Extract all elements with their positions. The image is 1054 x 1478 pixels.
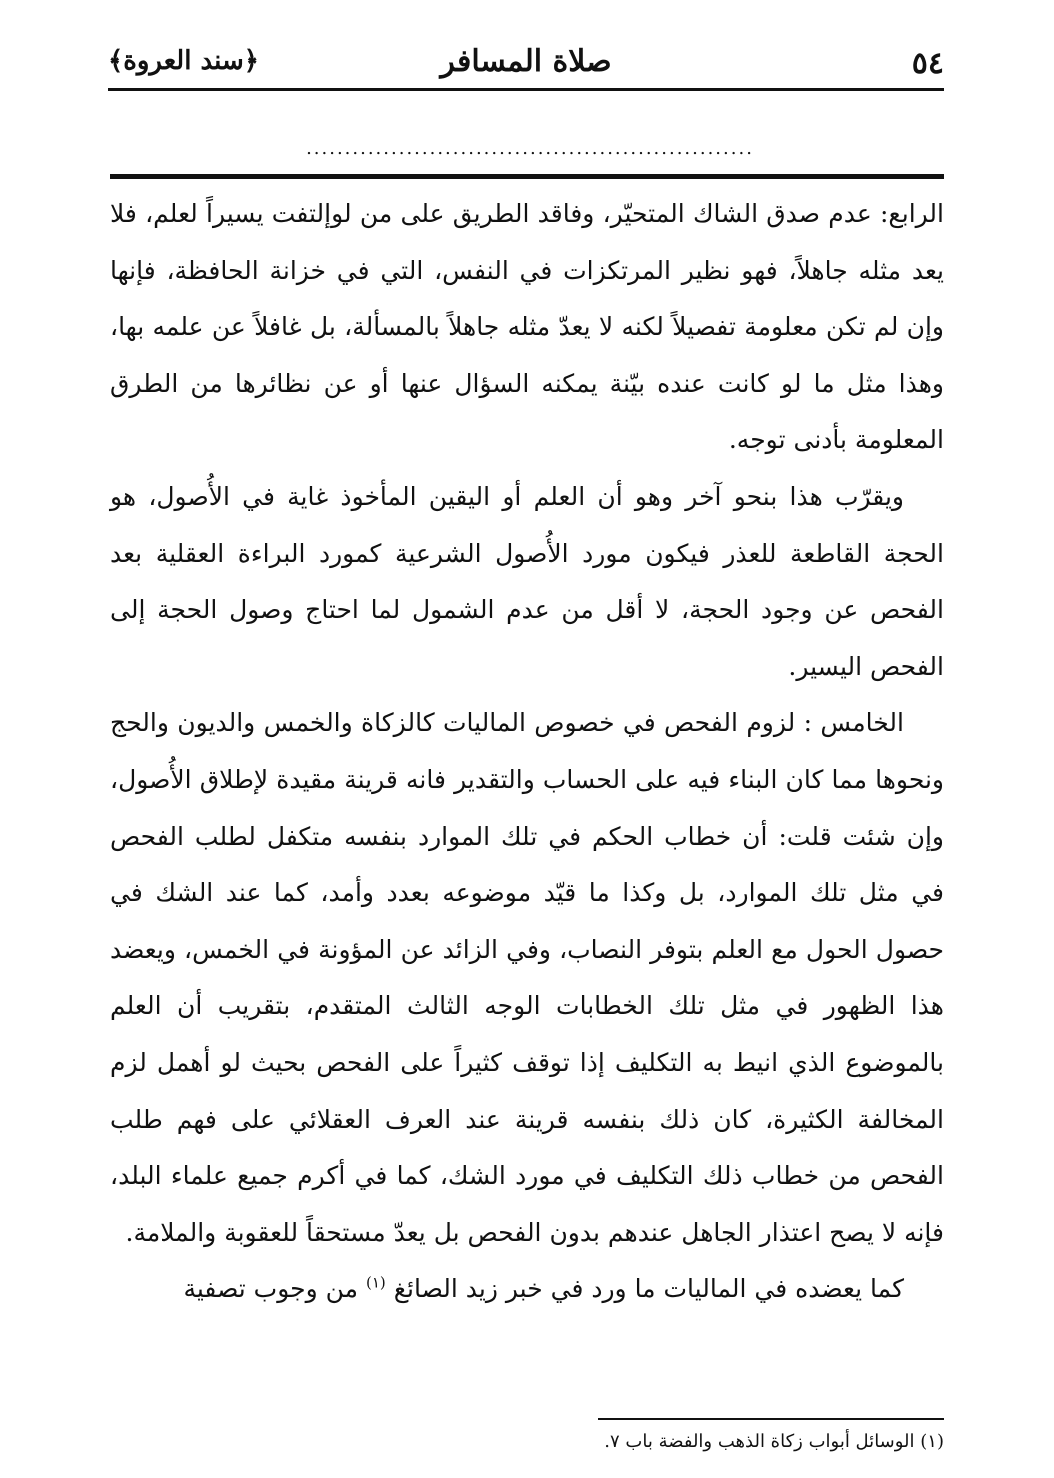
body-top-rule	[110, 174, 944, 179]
footnote: (١) الوسائل أبواب زكاة الذهب والفضة باب ٧.	[604, 1431, 944, 1452]
footnote-rule	[598, 1418, 944, 1420]
dotted-separator: ..........................................................	[306, 138, 754, 158]
paragraph-text: كما يعضده في الماليات ما ورد في خبر زيد الصائغ	[385, 1274, 904, 1304]
paragraph-last	[110, 1261, 944, 1318]
book-title: ﴿سند العروة﴾	[108, 46, 260, 76]
page-number: ٥٤	[911, 46, 944, 81]
chapter-title: صلاة المسافر	[440, 44, 612, 79]
page-header	[108, 40, 944, 88]
paragraph-text: من وجوب تصفية	[183, 1274, 366, 1304]
main-text	[110, 186, 944, 1318]
footnote-reference: (١)	[365, 1273, 386, 1292]
paragraph: الرابع: عدم صدق الشاك المتحيّر، وفاقد الطريق على من لوإلتفت يسيراً لعلم، فلا يعد مثله جاهلاً، فهو نظير المرتكزات في النفس، التي في خزانة الحافظة، فإنها وإن لم تكن معلومة تفصيلاً لكنه لا يعدّ مثله جاهلاً بالمسألة، بل غافلاً عن علمه بها، وهذا مثل ما لو كانت عنده بيّنة يمكنه السؤال عنها أو عن نظائرها من الطرق المعلومة بأدنى توجه.	[110, 199, 944, 455]
header-rule	[108, 88, 944, 91]
paragraph: ويقرّب هذا بنحو آخر وهو أن العلم أو اليقين المأخوذ غاية في الأُصول، هو الحجة القاطعة للعذر فيكون مورد الأُصول الشرعية كمورد البراءة العقلية بعد الفحص عن وجود الحجة، لا أقل من عدم الشمول لما احتاج وصول الحجة إلى الفحص اليسير.	[110, 481, 944, 681]
paragraph: الخامس : لزوم الفحص في خصوص الماليات كالزكاة والخمس والديون والحج ونحوها مما كان البناء فيه على الحساب والتقدير فانه قرينة مقيدة لإطلاق الأُصول، وإن شئت قلت: أن خطاب الحكم في تلك الموارد بنفسه متكفل لطلب الفحص في مثل تلك الموارد، بل وكذا ما قيّد موضوعه بعدد وأمد، كما عند الشك في حصول الحول مع العلم بتوفر النصاب، وفي الزائد عن المؤونة في الخمس، ويعضد هذا الظهور في مثل تلك الخطابات الوجه الثالث المتقدم، بتقريب أن العلم بالموضوع الذي انيط به التكليف إذا توقف كثيراً على الفحص بحيث لو أهمل لزم المخالفة الكثيرة، كان ذلك بنفسه قرينة عند العرف العقلائي على فهم طلب الفحص من خطاب ذلك التكليف في مورد الشك، كما في أكرم جميع علماء البلد، فإنه لا يصح اعتذار الجاهل عندهم بدون الفحص بل يعدّ مستحقاً للعقوبة والملامة.	[110, 708, 944, 1247]
